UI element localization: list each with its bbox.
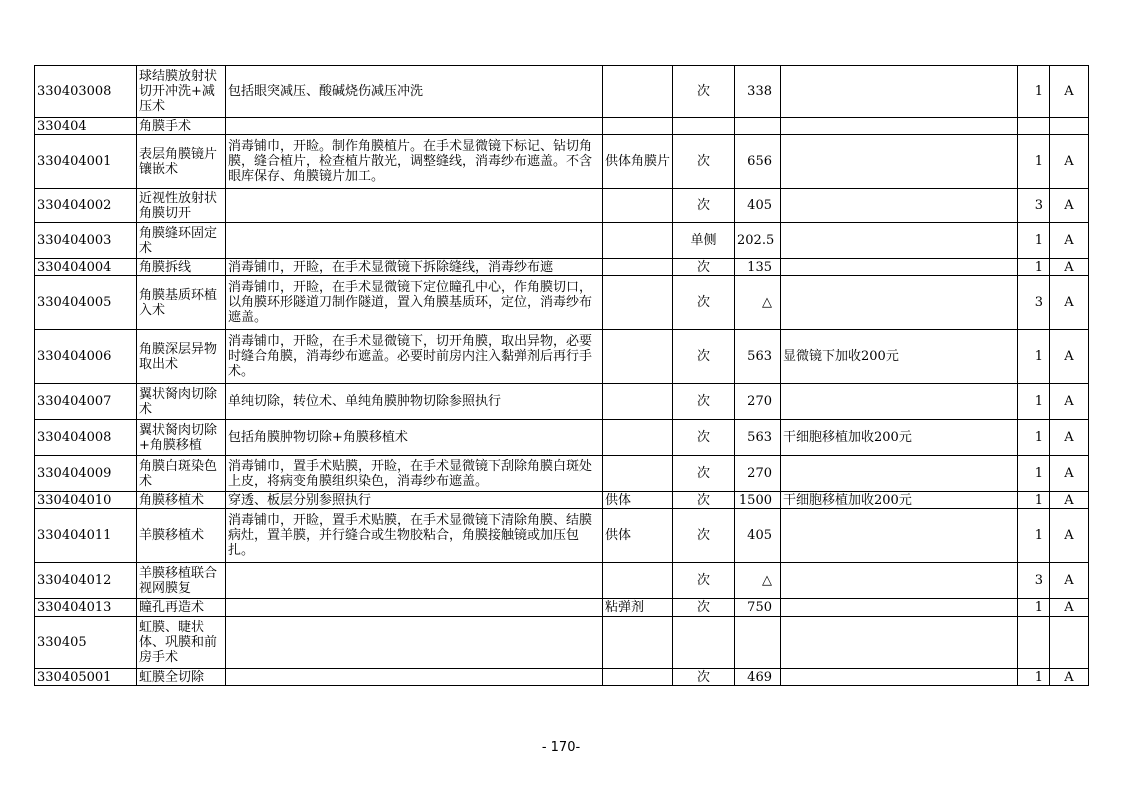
item-code-cell: 330404 xyxy=(35,118,137,135)
item-content-cell xyxy=(226,599,603,617)
level-number-cell xyxy=(1018,617,1050,669)
price-cell xyxy=(735,617,781,669)
table-row xyxy=(35,223,1089,259)
note-cell xyxy=(781,669,1018,686)
price-cell: △ xyxy=(735,563,781,599)
price-cell: 750 xyxy=(735,599,781,617)
category-cell: A xyxy=(1050,420,1089,456)
note-cell xyxy=(781,118,1018,135)
pricing-unit-cell: 次 xyxy=(673,599,735,617)
note-cell: 干细胞移植加收200元 xyxy=(781,420,1018,456)
pricing-unit-cell: 次 xyxy=(673,135,735,189)
table-row xyxy=(35,189,1089,223)
item-code-cell: 330404009 xyxy=(35,456,137,492)
note-cell xyxy=(781,66,1018,118)
item-name-cell: 角膜手术 xyxy=(137,118,226,135)
note-cell xyxy=(781,509,1018,563)
note-cell xyxy=(781,276,1018,330)
item-code-cell: 330404012 xyxy=(35,563,137,599)
excluded-content-cell xyxy=(603,420,673,456)
item-content-cell: 包括眼突减压、酸碱烧伤减压冲洗 xyxy=(226,66,603,118)
item-code-cell: 330403008 xyxy=(35,66,137,118)
item-name-cell: 羊膜移植联合视网膜复 xyxy=(137,563,226,599)
item-name-cell: 角膜拆线 xyxy=(137,259,226,276)
item-code-cell: 330404010 xyxy=(35,492,137,509)
excluded-content-cell: 供体角膜片 xyxy=(603,135,673,189)
table-row xyxy=(35,66,1089,118)
level-number-cell: 1 xyxy=(1018,599,1050,617)
excluded-content-cell xyxy=(603,617,673,669)
note-cell xyxy=(781,456,1018,492)
item-code-cell: 330405001 xyxy=(35,669,137,686)
level-number-cell: 1 xyxy=(1018,135,1050,189)
table-row xyxy=(35,118,1089,135)
price-cell xyxy=(735,118,781,135)
level-number-cell: 3 xyxy=(1018,189,1050,223)
note-cell xyxy=(781,259,1018,276)
item-content-cell: 消毒铺巾，开睑，在手术显微镜下，切开角膜，取出异物，必要时缝合角膜，消毒纱布遮盖。必要时前房内注入黏弹剂后再行手术。 xyxy=(226,330,603,384)
pricing-unit-cell: 次 xyxy=(673,509,735,563)
pricing-unit-cell: 次 xyxy=(673,189,735,223)
category-cell: A xyxy=(1050,66,1089,118)
pricing-unit-cell: 次 xyxy=(673,669,735,686)
excluded-content-cell xyxy=(603,330,673,384)
item-name-cell: 角膜缝环固定术 xyxy=(137,223,226,259)
price-cell: 469 xyxy=(735,669,781,686)
item-name-cell: 角膜白斑染色术 xyxy=(137,456,226,492)
level-number-cell: 1 xyxy=(1018,259,1050,276)
excluded-content-cell xyxy=(603,66,673,118)
item-name-cell: 角膜深层异物取出术 xyxy=(137,330,226,384)
excluded-content-cell: 粘弹剂 xyxy=(603,599,673,617)
item-code-cell: 330404006 xyxy=(35,330,137,384)
note-cell xyxy=(781,135,1018,189)
item-code-cell: 330404011 xyxy=(35,509,137,563)
item-name-cell: 虹膜、睫状体、巩膜和前房手术 xyxy=(137,617,226,669)
table-row xyxy=(35,509,1089,563)
item-code-cell: 330404013 xyxy=(35,599,137,617)
item-name-cell: 翼状胬肉切除+角膜移植 xyxy=(137,420,226,456)
note-cell: 显微镜下加收200元 xyxy=(781,330,1018,384)
pricing-unit-cell: 次 xyxy=(673,330,735,384)
table-row xyxy=(35,617,1089,669)
excluded-content-cell xyxy=(603,118,673,135)
note-cell: 干细胞移植加收200元 xyxy=(781,492,1018,509)
item-name-cell: 羊膜移植术 xyxy=(137,509,226,563)
note-cell xyxy=(781,599,1018,617)
excluded-content-cell xyxy=(603,259,673,276)
item-content-cell xyxy=(226,118,603,135)
category-cell xyxy=(1050,617,1089,669)
price-cell: 270 xyxy=(735,384,781,420)
pricing-unit-cell: 次 xyxy=(673,563,735,599)
price-cell: 135 xyxy=(735,259,781,276)
category-cell: A xyxy=(1050,135,1089,189)
pricing-unit-cell: 单侧 xyxy=(673,223,735,259)
pricing-unit-cell xyxy=(673,118,735,135)
table-row xyxy=(35,492,1089,509)
item-code-cell: 330405 xyxy=(35,617,137,669)
item-name-cell: 瞳孔再造术 xyxy=(137,599,226,617)
price-cell: △ xyxy=(735,276,781,330)
category-cell: A xyxy=(1050,492,1089,509)
item-content-cell: 消毒铺巾，开睑。制作角膜植片。在手术显微镜下标记、钻切角膜，缝合植片，检查植片散光，调整缝线，消毒纱布遮盖。不含眼库保存、角膜镜片加工。 xyxy=(226,135,603,189)
price-cell: 338 xyxy=(735,66,781,118)
item-content-cell: 消毒铺巾，开睑，在手术显微镜下拆除缝线，消毒纱布遮 xyxy=(226,259,603,276)
item-code-cell: 330404005 xyxy=(35,276,137,330)
pricing-unit-cell: 次 xyxy=(673,420,735,456)
level-number-cell xyxy=(1018,118,1050,135)
level-number-cell: 1 xyxy=(1018,669,1050,686)
item-content-cell: 消毒铺巾，开睑，在手术显微镜下定位瞳孔中心，作角膜切口，以角膜环形隧道刀制作隧道，置入角膜基质环，定位，消毒纱布遮盖。 xyxy=(226,276,603,330)
fee-table xyxy=(34,65,1089,686)
price-cell: 656 xyxy=(735,135,781,189)
item-content-cell xyxy=(226,563,603,599)
item-content-cell: 消毒铺巾，置手术贴膜，开睑，在手术显微镜下刮除角膜白斑处上皮，将病变角膜组织染色，消毒纱布遮盖。 xyxy=(226,456,603,492)
table-row xyxy=(35,276,1089,330)
level-number-cell: 1 xyxy=(1018,492,1050,509)
category-cell: A xyxy=(1050,669,1089,686)
table-row xyxy=(35,259,1089,276)
category-cell: A xyxy=(1050,509,1089,563)
item-content-cell: 穿透、板层分别参照执行 xyxy=(226,492,603,509)
category-cell xyxy=(1050,118,1089,135)
table-row xyxy=(35,135,1089,189)
price-cell: 202.5 xyxy=(735,223,781,259)
table-row xyxy=(35,669,1089,686)
category-cell: A xyxy=(1050,599,1089,617)
pricing-unit-cell: 次 xyxy=(673,259,735,276)
price-cell: 405 xyxy=(735,509,781,563)
category-cell: A xyxy=(1050,330,1089,384)
pricing-unit-cell: 次 xyxy=(673,384,735,420)
item-name-cell: 球结膜放射状切开冲洗+减压术 xyxy=(137,66,226,118)
pricing-unit-cell: 次 xyxy=(673,492,735,509)
category-cell: A xyxy=(1050,223,1089,259)
note-cell xyxy=(781,563,1018,599)
item-content-cell: 单纯切除，转位术、单纯角膜肿物切除参照执行 xyxy=(226,384,603,420)
page-number: - 170- xyxy=(541,740,581,755)
note-cell xyxy=(781,617,1018,669)
item-name-cell: 角膜基质环植入术 xyxy=(137,276,226,330)
excluded-content-cell xyxy=(603,189,673,223)
table-row xyxy=(35,563,1089,599)
pricing-unit-cell: 次 xyxy=(673,456,735,492)
category-cell: A xyxy=(1050,276,1089,330)
price-cell: 405 xyxy=(735,189,781,223)
price-cell: 270 xyxy=(735,456,781,492)
item-name-cell: 表层角膜镜片镶嵌术 xyxy=(137,135,226,189)
item-content-cell xyxy=(226,669,603,686)
table-row xyxy=(35,456,1089,492)
pricing-unit-cell: 次 xyxy=(673,276,735,330)
excluded-content-cell: 供体 xyxy=(603,492,673,509)
excluded-content-cell xyxy=(603,384,673,420)
excluded-content-cell xyxy=(603,563,673,599)
table-row xyxy=(35,330,1089,384)
level-number-cell: 1 xyxy=(1018,420,1050,456)
item-name-cell: 虹膜全切除 xyxy=(137,669,226,686)
excluded-content-cell xyxy=(603,669,673,686)
item-code-cell: 330404008 xyxy=(35,420,137,456)
item-code-cell: 330404007 xyxy=(35,384,137,420)
item-content-cell xyxy=(226,189,603,223)
table-row xyxy=(35,599,1089,617)
level-number-cell: 1 xyxy=(1018,509,1050,563)
category-cell: A xyxy=(1050,189,1089,223)
note-cell xyxy=(781,189,1018,223)
level-number-cell: 1 xyxy=(1018,456,1050,492)
excluded-content-cell xyxy=(603,456,673,492)
price-cell: 563 xyxy=(735,420,781,456)
note-cell xyxy=(781,223,1018,259)
level-number-cell: 3 xyxy=(1018,276,1050,330)
level-number-cell: 1 xyxy=(1018,330,1050,384)
level-number-cell: 1 xyxy=(1018,384,1050,420)
item-content-cell xyxy=(226,617,603,669)
item-name-cell: 角膜移植术 xyxy=(137,492,226,509)
pricing-unit-cell: 次 xyxy=(673,66,735,118)
level-number-cell: 1 xyxy=(1018,223,1050,259)
price-cell: 563 xyxy=(735,330,781,384)
category-cell: A xyxy=(1050,563,1089,599)
category-cell: A xyxy=(1050,456,1089,492)
item-code-cell: 330404002 xyxy=(35,189,137,223)
item-code-cell: 330404003 xyxy=(35,223,137,259)
note-cell xyxy=(781,384,1018,420)
item-content-cell: 包括角膜肿物切除+角膜移植术 xyxy=(226,420,603,456)
level-number-cell: 1 xyxy=(1018,66,1050,118)
level-number-cell: 3 xyxy=(1018,563,1050,599)
excluded-content-cell: 供体 xyxy=(603,509,673,563)
item-code-cell: 330404004 xyxy=(35,259,137,276)
table-row xyxy=(35,384,1089,420)
item-content-cell xyxy=(226,223,603,259)
category-cell: A xyxy=(1050,384,1089,420)
item-name-cell: 翼状胬肉切除术 xyxy=(137,384,226,420)
item-name-cell: 近视性放射状角膜切开 xyxy=(137,189,226,223)
pricing-unit-cell xyxy=(673,617,735,669)
item-code-cell: 330404001 xyxy=(35,135,137,189)
excluded-content-cell xyxy=(603,276,673,330)
category-cell: A xyxy=(1050,259,1089,276)
item-content-cell: 消毒铺巾，开睑，置手术贴膜，在手术显微镜下清除角膜、结膜病灶，置羊膜，并行缝合或生物胶粘合，角膜接触镜或加压包扎。 xyxy=(226,509,603,563)
table-row xyxy=(35,420,1089,456)
price-cell: 1500 xyxy=(735,492,781,509)
excluded-content-cell xyxy=(603,223,673,259)
